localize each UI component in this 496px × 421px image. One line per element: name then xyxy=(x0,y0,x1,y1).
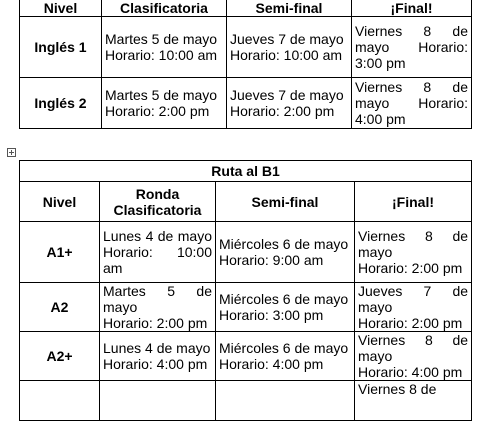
header-clasificatoria: Clasificatoria xyxy=(102,0,227,17)
level-cell: Inglés 1 xyxy=(20,17,102,78)
header-semi-final: Semi-final xyxy=(216,182,355,222)
header-nivel: Nivel xyxy=(20,182,100,222)
table-header-row xyxy=(20,182,472,222)
time-text: Horario: 10:00 am xyxy=(230,47,343,63)
semi-final-cell xyxy=(216,332,355,381)
final-cell: Viernes 8 de xyxy=(355,381,472,421)
final-cell xyxy=(355,222,472,283)
time-text: Horario: 4:00 pm xyxy=(219,356,324,372)
schedule-table-english xyxy=(19,0,472,129)
clasificatoria-cell xyxy=(102,17,227,78)
level-cell xyxy=(20,381,100,421)
clasificatoria-cell xyxy=(100,381,216,421)
date-text: Jueves 7 de mayo xyxy=(230,87,344,103)
table-row xyxy=(20,283,472,332)
time-text: Horario: 2:00 pm xyxy=(358,260,463,276)
table-row xyxy=(20,17,472,78)
final-cell: Viernes 8 de mayo Horario: 4:00 pm xyxy=(352,78,472,129)
final-cell xyxy=(355,283,472,332)
date-text: Martes 5 de mayo xyxy=(103,283,212,315)
date-text: Martes 5 de mayo xyxy=(105,31,218,47)
time-text: Horario: 4:00 pm xyxy=(358,364,463,380)
date-text: Miércoles 6 de mayo xyxy=(219,340,349,356)
date-text: Miércoles 6 de mayo xyxy=(219,291,349,307)
semi-final-cell xyxy=(216,222,355,283)
date-text: Miércoles 6 de mayo xyxy=(219,236,349,252)
level-cell: A1+ xyxy=(20,222,100,283)
level-cell: A2 xyxy=(20,283,100,332)
table-move-handle-icon[interactable] xyxy=(7,148,16,157)
schedule-table-ruta-b1 xyxy=(19,160,472,421)
table-header-row xyxy=(20,0,472,17)
time-text: Horario: 2:00 pm xyxy=(105,103,210,119)
clasificatoria-cell xyxy=(100,332,216,381)
time-text: Horario: 2:00 pm xyxy=(103,315,208,331)
clasificatoria-cell xyxy=(100,283,216,332)
header-semi-final: Semi-final xyxy=(227,0,352,17)
date-text: Jueves 7 de mayo xyxy=(358,283,469,315)
time-text: Horario: 3:00 pm xyxy=(219,307,324,323)
header-final: ¡Final! xyxy=(355,182,472,222)
date-text: Martes 5 de mayo xyxy=(105,87,218,103)
table-row xyxy=(20,332,472,381)
clasificatoria-cell xyxy=(102,78,227,129)
semi-final-cell xyxy=(216,283,355,332)
time-text: Horario: 2:00 pm xyxy=(358,315,463,331)
table-row xyxy=(20,222,472,283)
final-cell xyxy=(355,332,472,381)
date-text: Lunes 4 de mayo xyxy=(103,340,211,356)
date-text: Viernes 8 de mayo xyxy=(358,332,469,364)
table-row xyxy=(20,78,472,129)
clasificatoria-cell: Lunes 4 de mayo Horario: 10:00 am xyxy=(100,222,216,283)
semi-final-cell xyxy=(227,78,352,129)
time-text: Horario: 4:00 pm xyxy=(103,356,208,372)
level-cell: A2+ xyxy=(20,332,100,381)
table-title: Ruta al B1 xyxy=(20,161,472,182)
semi-final-cell xyxy=(227,17,352,78)
date-text: Viernes 8 de mayo xyxy=(358,228,469,260)
time-text: Horario: 10:00 am xyxy=(105,47,218,63)
time-text: Horario: 9:00 am xyxy=(219,252,324,268)
final-cell: Viernes 8 de mayo Horario: 3:00 pm xyxy=(352,17,472,78)
header-nivel: Nivel xyxy=(20,0,102,17)
table-title-row xyxy=(20,161,472,182)
semi-final-cell xyxy=(216,381,355,421)
date-text: Jueves 7 de mayo xyxy=(230,31,344,47)
header-final: ¡Final! xyxy=(352,0,472,17)
header-ronda-clasificatoria: Ronda Clasificatoria xyxy=(100,182,216,222)
time-text: Horario: 2:00 pm xyxy=(230,103,335,119)
table-row xyxy=(20,381,472,421)
level-cell: Inglés 2 xyxy=(20,78,102,129)
